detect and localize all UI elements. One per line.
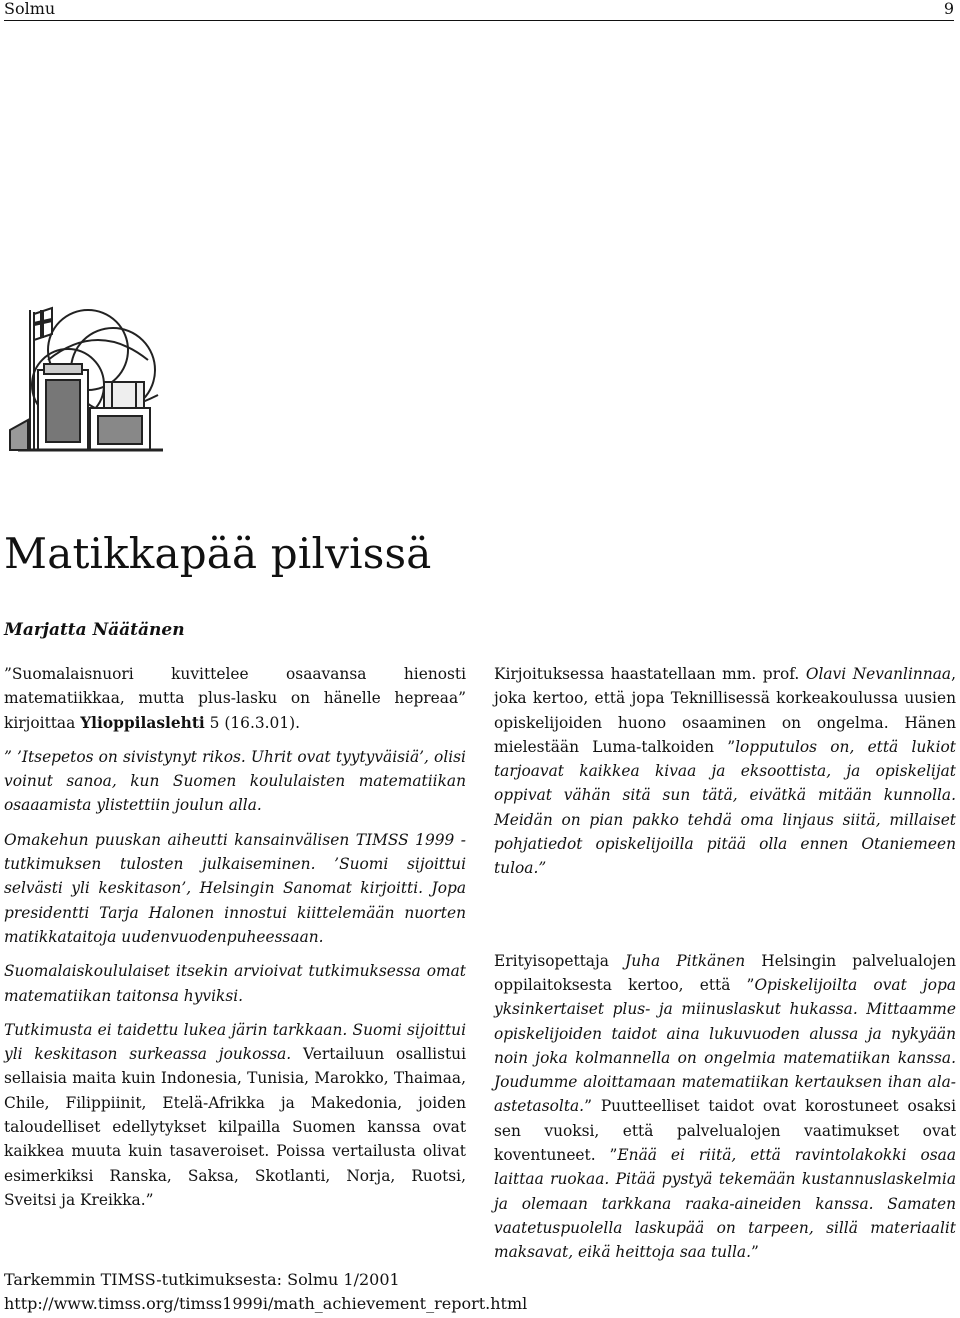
running-header <box>4 0 954 21</box>
page-number: 9 <box>943 0 954 18</box>
paragraph: ” ’Itsepetos on sivistynyt rikos. Uhrit ovat tyytyväisiä’, olisi voinut sanoa, kun Suomen koululaisten matematiikan osaaamista ylistettiin joulun alla. <box>4 747 466 815</box>
quote: lopputulos on, että lukiot tarjoavat kaikkea kivaa ja eksoottista, ja opiskelijat oppivat vähän sitä sun tätä, eivätkä mitään kunnolla. <box>494 737 956 805</box>
text: Erityisopettaja <box>494 951 626 970</box>
person-name: Juha Pitkänen <box>625 951 746 970</box>
text: Tutkimusta ei taidettu lukea järin tarkkaan. Suomi sijoittui yli keskitason surkeassa joukossa. <box>4 1020 466 1064</box>
quote: Meidän on pian pakko tehdä oma linjaus siitä, millaiset pohjatiedot opiskelijoilla pitää olla ennen Otaniemeen tuloa.” <box>494 810 956 878</box>
article-author: Marjatta Näätänen <box>4 620 185 640</box>
person-name: Olavi Nevanlinnaa <box>805 665 952 683</box>
journal-name: Solmu <box>4 0 56 18</box>
text: ”Suomalaisnuori kuvittelee osaavansa hienosti matematiikkaa, mutta plus-lasku on hänelle hepreaa” kirjoittaa <box>4 665 466 732</box>
text: 5 (16.3.01). <box>204 713 301 732</box>
quote: Enää ei riitä, että ravintolakokki osaa laittaa ruokaa. Pitää pystyä tekemään kustannuslaskelmia ja olemaan tarkkana raaka-aineiden kanssa. Samaten vaatetuspuolella laskupää on tarpeen, sillä materiaalit maksavat, eikä heittoja saa tulla. <box>494 1146 956 1262</box>
left-column <box>4 662 466 1222</box>
paragraph <box>494 949 956 1265</box>
text: ” Puutteelliset taidot ovat korostuneet osaksi sen vuoksi, että palvelualojen vaatimukset ovat koventuneet. ” <box>494 1097 956 1165</box>
footnote-url: http://www.timss.org/timss1999i/math_achievement_report.html <box>4 1294 528 1313</box>
article-illustration <box>8 300 168 460</box>
footnote <box>4 1268 704 1316</box>
text: Vertailuun osallistui sellaisia maita kuin Indonesia, Tunisia, Marokko, Thaimaa, Chile, Filippiinit, Etelä-Afrikka ja Makedonia, joiden taloudelliset edellytykset kilpailla Suomen kanssa ovat kaikkea muuta kuin tasaveroiset. Poissa vertailusta olivat esimerkiksi Ranska, Saksa, Skotlanti, Norja, Ruotsi, Sveitsi ja Kreikka.” <box>4 1045 466 1209</box>
right-column <box>494 662 956 1275</box>
text: , joka kertoo, että jopa Teknillisessä korkeakoulussa uusien opiskelijoiden huono osaaminen on ongelma. Hänen mielestään Luma-talkoiden ” <box>494 665 956 756</box>
text: Helsingin palvelualojen oppilaitoksesta kertoo, että ” <box>494 951 957 994</box>
text: ” <box>751 1243 759 1262</box>
quote: Opiskelijoilta ovat jopa yksinkertaiset plus- ja miinuslaskut hukassa. Mittaamme opiskelijoiden taidot aina lukuvuoden alussa ja nykyään noin joka kolmannella on ongelmia matematiikan kanssa. Joudumme aloittamaan matematiikan kertauksen ihan ala-astetasolta. <box>494 975 957 1116</box>
article-title: Matikkapää pilvissä <box>4 529 432 578</box>
spacer <box>494 891 956 949</box>
footnote-line: Tarkemmin TIMSS-tutkimuksesta: Solmu 1/2001 <box>4 1270 400 1289</box>
paragraph <box>4 662 466 735</box>
paragraph: Suomalaiskoululaiset itsekin arvioivat tutkimuksessa omat matematiikan taitonsa hyviksi. <box>4 962 466 1005</box>
paragraph <box>4 1018 466 1212</box>
paragraph <box>494 662 956 881</box>
paragraph: Omakehun puuskan aiheutti kansainvälisen TIMSS 1999 -tutkimuksen tulosten julkaiseminen. ’Suomi sijoittui selvästi yli keskitason’, Helsingin Sanomat kirjoitti. Jopa presidentti Tarja Halonen innostui kiittelemään nuorten matikkataitoja uudenvuodenpuheessaan. <box>4 830 466 946</box>
magazine-name: Ylioppilaslehti <box>80 713 205 732</box>
text: Kirjoituksessa haastatellaan mm. prof. <box>494 665 806 683</box>
